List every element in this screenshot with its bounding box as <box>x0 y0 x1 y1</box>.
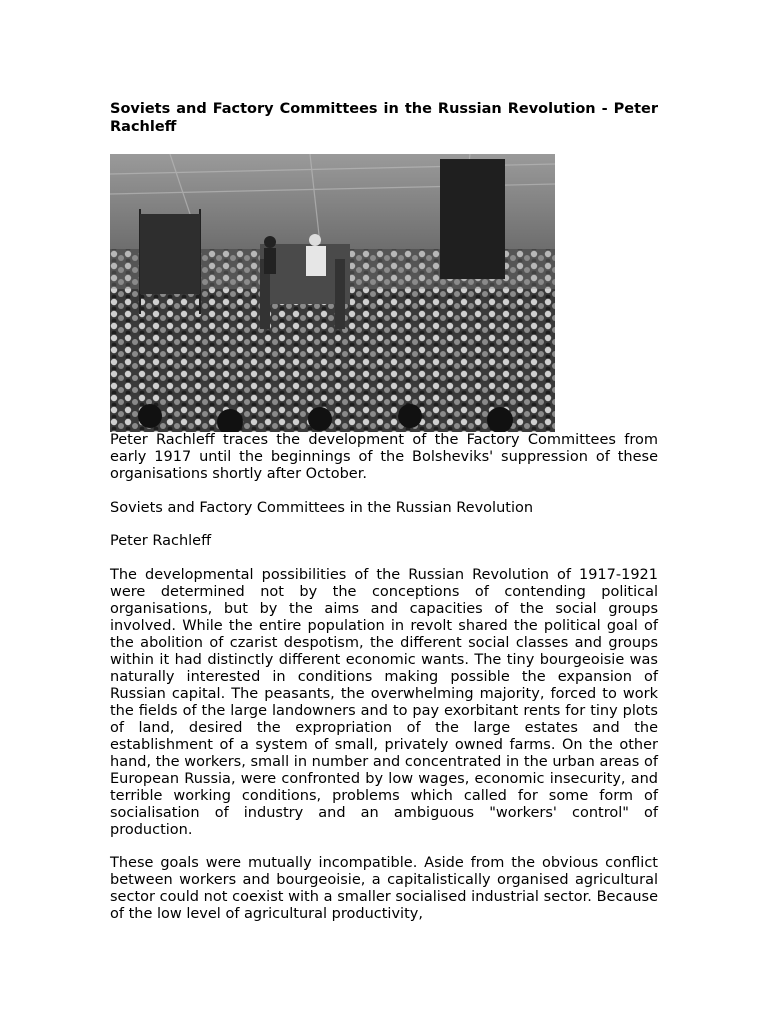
crowd-meeting-photo <box>110 154 555 432</box>
caption-paragraph: Peter Rachleff traces the development of the Factory Committees from early 1917 until the beginnings of the Bolsheviks' suppression of these organisations shortly after October. <box>110 432 658 482</box>
body-paragraph: These goals were mutually incompatible. Aside from the obvious conflict between workers and bourgeoisie, a capitalistically organised agricultural sector could not coexist with a smaller socialised industrial sector. Because of the low level of agricultural productivity, <box>110 855 658 922</box>
subtitle-paragraph: Soviets and Factory Committees in the Russian Revolution <box>110 499 534 516</box>
author-paragraph: Peter Rachleff <box>110 533 212 549</box>
body-paragraph: The developmental possibilities of the Russian Revolution of 1917-1921 were determined not by the conceptions of contending political organisations, but by the aims and capacities of the social groups involved. While the entire population in revolt shared the political goal of the abolition of czarist despotism, the different social classes and groups within it had distinctly different economic wants. The tiny bourgeoisie was naturally interested in conditions making possible the expansion of Russian capital. The peasants, the overwhelming majority, forced to work the fields of the large landowners and to pay exorbitant rents for tiny plots of land, desired the expropriation of the large estates and the establishment of a system of small, privately owned farms. On the other hand, the workers, small in number and concentrated in the urban areas of European Russia, were confronted by low wages, economic insecurity, and terrible working conditions, problems which called for some form of socialisation of industry and an ambiguous "workers' control" of production. <box>110 566 658 838</box>
right-banner <box>440 159 505 279</box>
document-title: Soviets and Factory Committees in the Russian Revolution - Peter Rachleff <box>110 101 658 135</box>
document-page <box>110 100 658 940</box>
